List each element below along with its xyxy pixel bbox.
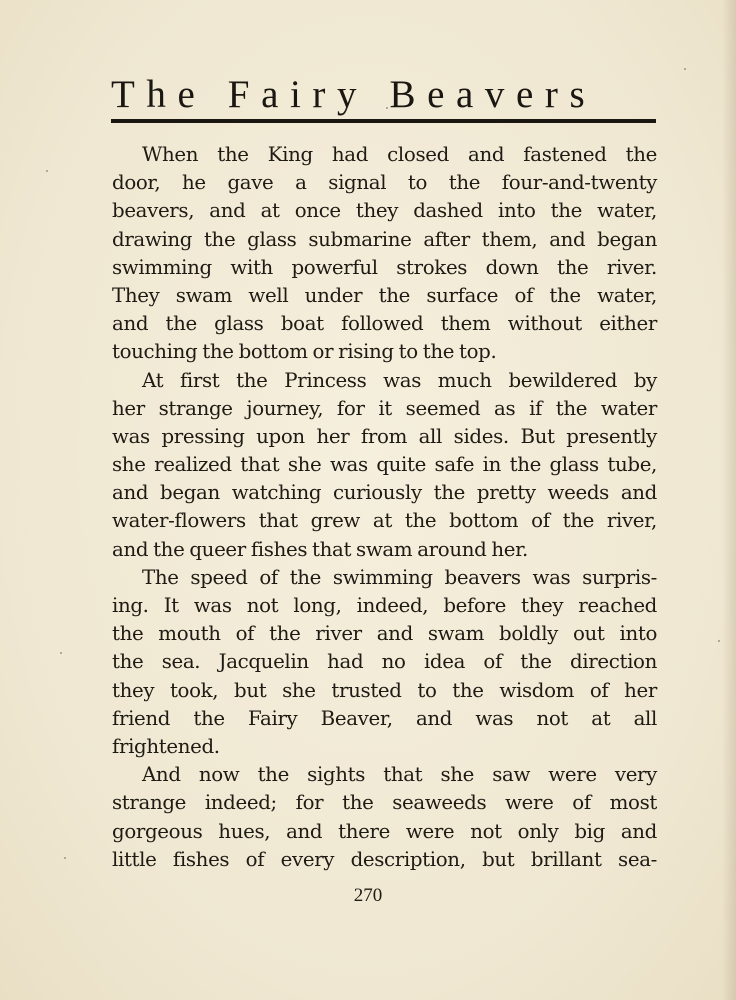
paragraph-3 <box>112 564 657 761</box>
text-line: her strange journey, for it seemed as if the water <box>112 396 657 420</box>
paragraph-4 <box>112 761 657 874</box>
text-line: frightened. <box>112 734 220 758</box>
text-line: they took, but she trusted to the wisdom of her <box>112 678 657 702</box>
paragraph-1 <box>112 141 657 367</box>
paper-speck <box>64 857 66 859</box>
page-number: 270 <box>353 885 383 906</box>
paper-speck <box>60 652 62 654</box>
text-line: the sea. Jacquelin had no idea of the direction <box>112 650 657 674</box>
paper-speck <box>386 107 388 109</box>
paper-speck <box>46 170 48 172</box>
text-line: little fishes of every description, but brillant sea- <box>112 847 657 871</box>
text-line: water-flowers that grew at the bottom of the river, <box>112 509 657 533</box>
text-line: drawing the glass submarine after them, and began <box>112 227 657 251</box>
text-line: friend the Fairy Beaver, and was not at all <box>112 706 657 730</box>
text-line: and began watching curiously the pretty weeds and <box>112 481 657 505</box>
text-line: she realized that she was quite safe in the glass tube, <box>112 453 657 477</box>
text-line: At first the Princess was much bewildered by <box>142 368 657 392</box>
text-line: The speed of the swimming beavers was surpris- <box>142 565 657 589</box>
text-line: and the glass boat followed them without either <box>112 312 657 336</box>
paragraph-2 <box>112 367 657 564</box>
running-head-title: The Fairy Beavers <box>111 73 597 116</box>
page-edge-shadow <box>722 0 736 1000</box>
paper-speck <box>718 640 720 642</box>
text-line: and the queer fishes that swam around her. <box>112 537 528 561</box>
text-line: When the King had closed and fastened the <box>142 143 657 166</box>
text-line: beavers, and at once they dashed into the water, <box>112 199 657 223</box>
text-line: was pressing upon her from all sides. But presently <box>112 424 657 448</box>
text-line: strange indeed; for the seaweeds were of most <box>112 791 657 815</box>
text-line: the mouth of the river and swam boldly out into <box>112 622 657 646</box>
text-line: touching the bottom or rising to the top. <box>112 340 497 364</box>
text-line: door, he gave a signal to the four-and-twenty <box>112 171 657 195</box>
text-line: ing. It was not long, indeed, before they reached <box>112 594 657 617</box>
text-line: swimming with powerful strokes down the river. <box>112 255 657 279</box>
paper-speck <box>684 68 686 70</box>
text-line: gorgeous hues, and there were not only big and <box>112 819 657 843</box>
text-line: And now the sights that she saw were very <box>142 763 657 787</box>
running-head-rule <box>111 119 656 123</box>
text-line: They swam well under the surface of the water, <box>112 283 657 307</box>
body-text <box>112 141 657 874</box>
